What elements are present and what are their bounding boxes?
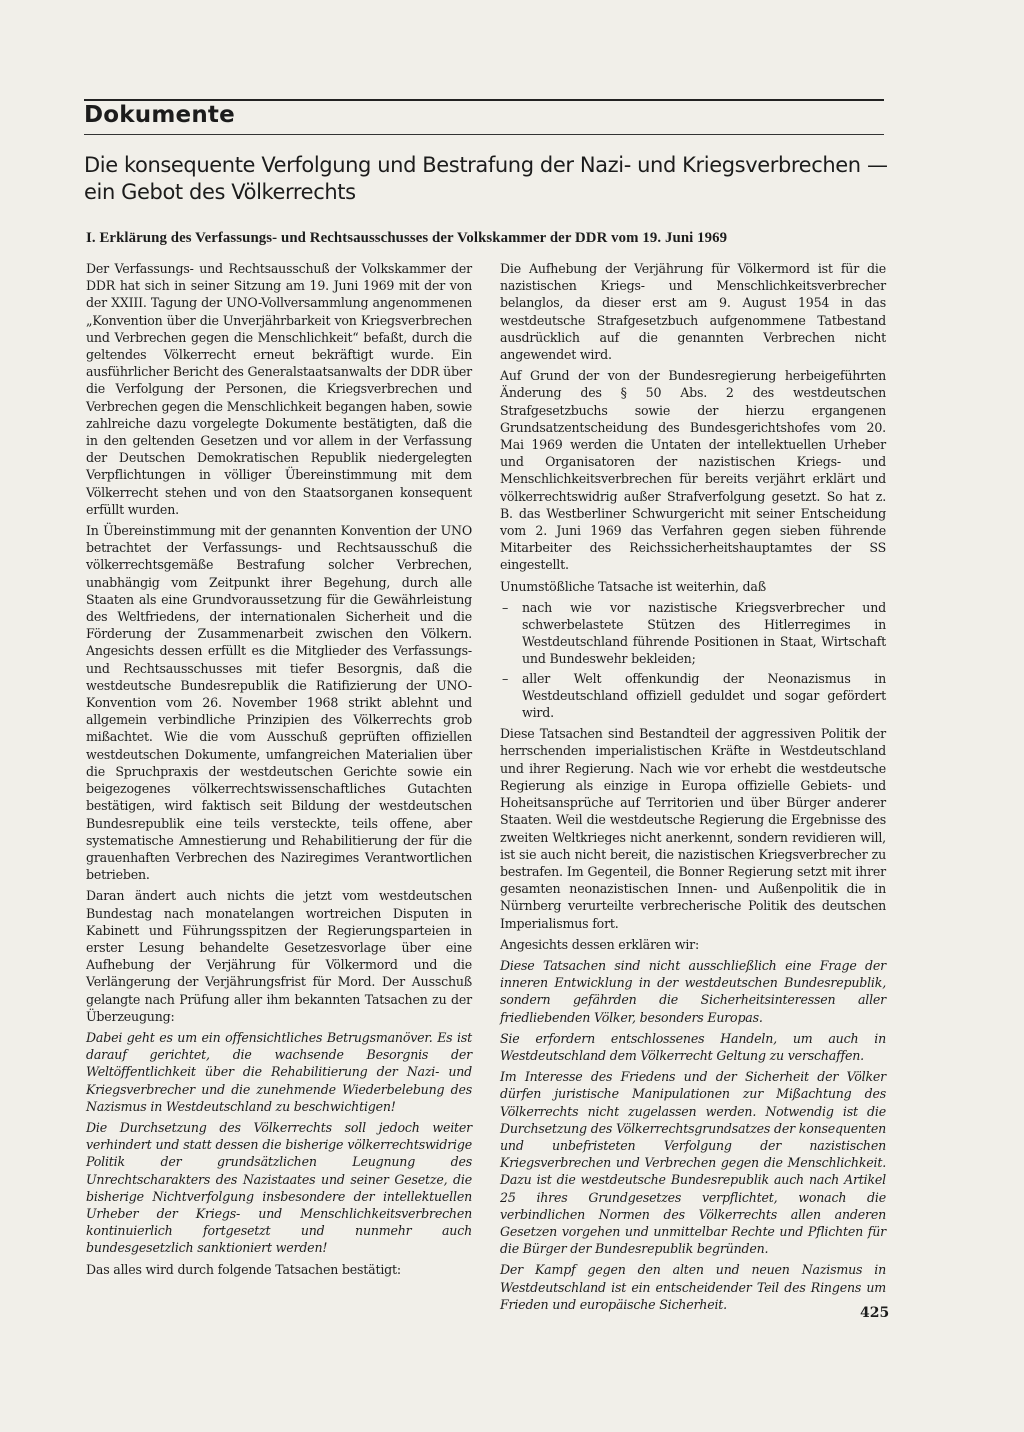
list-item: – aller Welt offenkundig der Neonazismus in Westdeutschland offiziell geduldet und sogar gefördert wird. (500, 670, 886, 722)
paragraph-italic: Die Durchsetzung des Völkerrechts soll jedoch weiter verhindert und statt dessen die bisherige völkerrechtswidrige Politik der grundsätzlichen Leugnung des Unrechtscharakters des Nazistaates und seiner Gesetze, die bisherige Nichtverfolgung insbesondere der intellektuellen Urheber der Kriegs- und Menschlichkeitsverbrechen kontinuierlich fortgesetzt und nunmehr auch bundesgesetzlich sanktioniert werden! (86, 1119, 472, 1256)
article-title: Die konsequente Verfolgung und Bestrafung der Nazi- und Kriegsverbrechen — ein Gebot des Völkerrechts (84, 153, 888, 204)
paragraph-italic: Der Kampf gegen den alten und neuen Nazismus in Westdeutschland ist ein entscheidender Teil des Ringens um Frieden und europäische Sicherheit. (500, 1262, 886, 1312)
facts-list (500, 599, 886, 721)
paragraph: Diese Tatsachen sind Bestandteil der aggressiven Politik der herrschenden imperialistischen Kräfte in Westdeutschland und ihrer Regierung. Nach wie vor erhebt die westdeutsche Regierung als einzige in Europa offizielle Gebiets- und Hoheitsansprüche auf Territorien und über Bürger anderer Staaten. Weil die westdeutsche Regierung die Ergebnisse des zweiten Weltkrieges nicht anerkennt, sondern revidieren will, ist sie auch nicht bereit, die nazistischen Kriegsverbrecher zu bestrafen. Im Gegenteil, die Bonner Regierung setzt mit ihrer gesamten neonazistischen Innen- und Außenpolitik die in Nürnberg verurteilte verbrecherische Politik des deutschen Imperialismus fort. (500, 726, 886, 931)
section-label: Dokumente (84, 102, 235, 128)
top-rule (84, 99, 884, 101)
paragraph: Das alles wird durch folgende Tatsachen bestätigt: (86, 1261, 401, 1277)
paragraph: Angesichts dessen erklären wir: (500, 936, 700, 952)
section-rule (84, 134, 884, 135)
paragraph: Daran ändert auch nichts die jetzt vom westdeutschen Bundestag nach monatelangen wortreichen Disputen in Kabinett und Führungsspitzen der Regierungsparteien in erster Lesung behandelte Gesetzesvorlage über eine Aufhebung der Verjährung für Völkermord und die Verlängerung der Verjährungsfrist für Mord. Der Ausschuß gelangte nach Prüfung aller ihm bekannten Tatsachen zu der Überzeugung: (86, 888, 472, 1024)
right-column (500, 260, 886, 1317)
paragraph-italic: Dabei geht es um ein offensichtliches Betrugsmanöver. Es ist darauf gerichtet, die wachsende Besorgnis der Weltöffentlichkeit über die Rehabilitierung der Nazi- und Kriegsverbrecher und die zunehmende Wiederbelebung des Nazismus in Westdeutschland zu beschwichtigen! (86, 1029, 472, 1114)
article-subtitle: I. Erklärung des Verfassungs- und Rechtsausschusses der Volkskammer der DDR vom 19. Juni 1969 (86, 230, 728, 246)
paragraph: Die Aufhebung der Verjährung für Völkermord ist für die nazistischen Kriegs- und Menschlichkeitsverbrecher belanglos, da dieser erst am 9. August 1954 in das westdeutsche Strafgesetzbuch aufgenommene Tatbestand ausdrücklich auf die genannten Verbrechen nicht angewendet wird. (500, 261, 886, 363)
list-item: – nach wie vor nazistische Kriegsverbrecher und schwerbelastete Stützen des Hitlerregimes in Westdeutschland führende Positionen in Staat, Wirtschaft und Bundeswehr bekleiden; (500, 599, 886, 668)
paragraph: Der Verfassungs- und Rechtsausschuß der Volkskammer der DDR hat sich in seiner Sitzung am 19. Juni 1969 mit der von der XXIII. Tagung der UNO-Vollversammlung angenommenen „Konvention über die Unverjährbarkeit von Kriegsverbrechen und Verbrechen gegen die Menschlichkeit“ befaßt, durch die geltendes Völkerrecht erneut bekräftigt wurde. Ein ausführlicher Bericht des Generalstaatsanwalts der DDR über die Verfolgung der Personen, die Kriegsverbrechen und Verbrechen gegen die Menschlichkeit begangen haben, sowie zahlreiche dazu vorgelegte Dokumente bestätigten, daß die in den geltenden Gesetzen und vor allem in der Verfassung der Deutschen Demokratischen Republik niedergelegten Verpflichtungen in völliger Übereinstimmung mit dem Völkerrecht stehen und von den Staatsorganen konsequent erfüllt wurden. (86, 261, 472, 517)
page-number: 425 (860, 1305, 890, 1321)
paragraph: In Übereinstimmung mit der genannten Konvention der UNO betrachtet der Verfassungs- und Rechtsausschuß die völkerrechtsgemäße Bestrafung solcher Verbrechen, unabhängig vom Zeitpunkt ihrer Begehung, durch alle Staaten als eine Grundvoraussetzung für die Gewährleistung des Weltfriedens, der internationalen Sicherheit und die Förderung der Zusammenarbeit zwischen den Völkern. Angesichts dessen erfüllt es die Mitglieder des Verfassungs- und Rechtsausschusses mit tiefer Besorgnis, daß die westdeutsche Bundesrepublik die Ratifizierung der UNO-Konvention vom 26. November 1968 strikt ablehnt und allgemein verbindliche Prinzipien des Völkerrechts grob mißachtet. Wie die vom Ausschuß geprüften offiziellen westdeutschen Dokumente, umfangreichen Materialien über die Spruchpraxis der westdeutschen Gerichte sowie ein beigezogenes völkerrechtswissenschaftliches Gutachten bestätigen, wird faktisch seit Bildung der westdeutschen Bundesrepublik eine teils versteckte, teils offene, aber systematische Amnestierung und Rehabilitierung der für die grauenhaften Verbrechen des Naziregimes Verantwortlichen betrieben. (86, 523, 472, 883)
paragraph: Unumstößliche Tatsache ist weiterhin, daß (500, 578, 766, 594)
left-column (86, 260, 472, 1282)
paragraph-italic: Sie erfordern entschlossenes Handeln, um auch in Westdeutschland dem Völkerrecht Geltung zu verschaffen. (500, 1030, 886, 1063)
paragraph: Auf Grund der von der Bundesregierung herbeigeführten Änderung des § 50 Abs. 2 des westdeutschen Strafgesetzbuchs sowie der hierzu ergangenen Grundsatzentscheidung des Bundesgerichtshofes vom 20. Mai 1969 werden die Untaten der intellektuellen Urheber und Organisatoren der nazistischen Kriegs- und Menschlichkeitsverbrechen für bereits verjährt erklärt und völkerrechtswidrig außer Strafverfolgung gesetzt. So hat z. B. das Westberliner Schwurgericht mit seiner Entscheidung vom 2. Juni 1969 das Verfahren gegen sieben führende Mitarbeiter des Reichssicherheitshauptamtes der SS eingestellt. (500, 368, 886, 573)
paragraph-italic: Diese Tatsachen sind nicht ausschließlich eine Frage der inneren Entwicklung in der westdeutschen Bundesrepublik, sondern gefährden die Sicherheitsinteressen aller friedliebenden Völker, besonders Europas. (500, 957, 886, 1025)
paragraph-italic: Im Interesse des Friedens und der Sicherheit der Völker dürfen juristische Manipulationen zur Mißachtung des Völkerrechts nicht zugelassen werden. Notwendig ist die Durchsetzung des Völkerrechtsgrundsatzes der konsequenten und unbefristeten Verfolgung der nazistischen Kriegsverbrechen und Verbrechen gegen die Menschlichkeit. Dazu ist die westdeutsche Bundesrepublik auch nach Artikel 25 ihres Grundgesetzes verpflichtet, wonach die verbindlichen Normen des Völkerrechts allen anderen Gesetzen vorgehen und unmittelbar Rechte und Pflichten für die Bürger der Bundesrepublik begründen. (500, 1069, 886, 1257)
